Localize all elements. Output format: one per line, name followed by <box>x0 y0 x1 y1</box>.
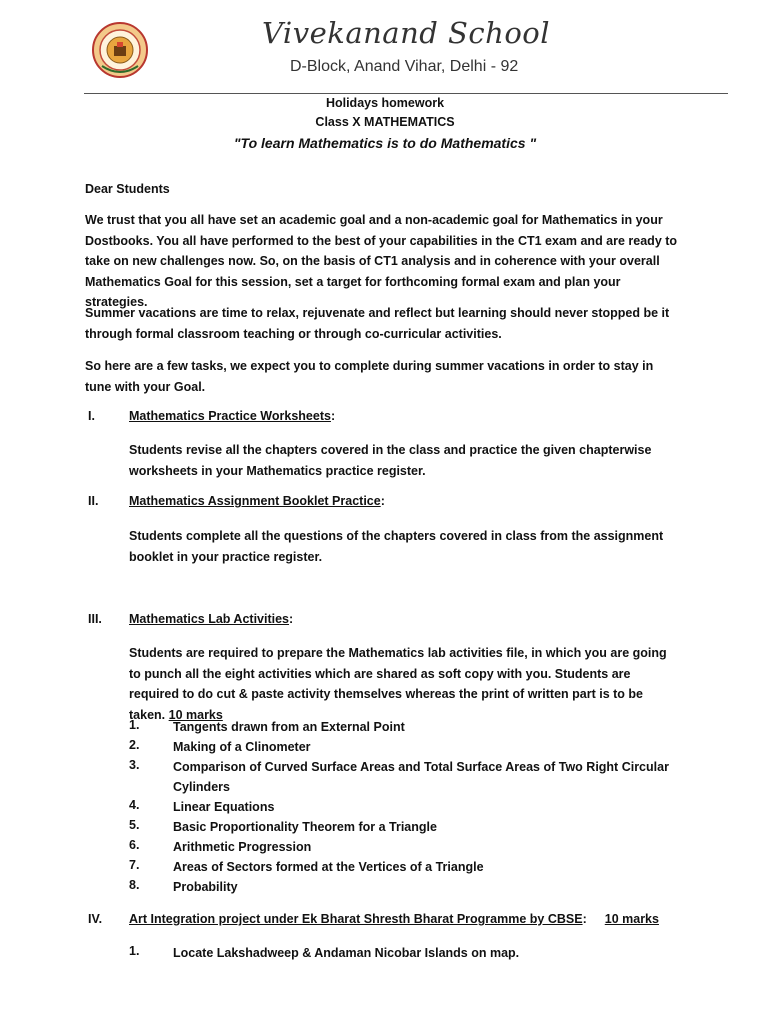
doc-quote: "To learn Mathematics is to do Mathematics " <box>233 135 537 151</box>
section-1-title: Mathematics Practice Worksheets: <box>129 409 336 423</box>
doc-title: Holidays homework <box>325 96 445 110</box>
school-name: Vivekanand School <box>262 16 551 50</box>
art-item-1-text: Locate Lakshadweep & Andaman Nicobar Islands on map. <box>173 946 520 960</box>
doc-class: Class X MATHEMATICS <box>315 115 455 129</box>
lab-item-5-text: Basic Proportionality Theorem for a Triangle <box>173 820 437 834</box>
header-divider <box>84 93 728 94</box>
section-2-body: Students complete all the questions of the chapters covered in class from the assignment booklet in your practice register. <box>129 529 664 564</box>
lab-item-7-number: 7. <box>129 858 140 872</box>
lab-item-2-text: Making of a Clinometer <box>173 740 311 754</box>
section-2-title: Mathematics Assignment Booklet Practice: <box>129 494 385 508</box>
paragraph-2: Summer vacations are time to relax, rejuvenate and reflect but learning should never stopped be it through formal classroom teaching or through co-curricular activities. <box>85 306 670 341</box>
section-3-title: Mathematics Lab Activities: <box>129 612 294 626</box>
lab-item-1-number: 1. <box>129 718 140 732</box>
section-3-number: III. <box>88 612 102 626</box>
lab-item-6-number: 6. <box>129 838 140 852</box>
lab-item-3-text: Comparison of Curved Surface Areas and Total Surface Areas of Two Right Circular Cylinders <box>173 760 669 794</box>
lab-item-2-number: 2. <box>129 738 140 752</box>
salutation: Dear Students <box>85 182 170 196</box>
art-item-1-number: 1. <box>129 944 140 958</box>
lab-item-7-text: Areas of Sectors formed at the Vertices of a Triangle <box>173 860 484 874</box>
paragraph-3: So here are a few tasks, we expect you to complete during summer vacations in order to stay in tune with your Goal. <box>85 359 654 394</box>
section-4-number: IV. <box>88 912 103 926</box>
lab-item-8-number: 8. <box>129 878 140 892</box>
section-4-title: Art Integration project under Ek Bharat Shresth Bharat Programme by CBSE: 10 marks <box>129 912 659 926</box>
lab-item-5-number: 5. <box>129 818 140 832</box>
lab-item-4-text: Linear Equations <box>173 800 275 814</box>
lab-item-1-text: Tangents drawn from an External Point <box>173 720 405 734</box>
lab-item-6-text: Arithmetic Progression <box>173 840 312 854</box>
paragraph-1: We trust that you all have set an academic goal and a non-academic goal for Mathematics in your Dostbooks. You all have performed to the best of your capabilities in the CT1 exam and are ready to take on new challenges now. So, on the basis of CT1 analysis and in coherence with your overall Mathematics Goal for this session, set a target for forthcoming formal exam and plan your strategies. <box>85 213 678 309</box>
school-logo <box>92 22 148 78</box>
school-address: D-Block, Anand Vihar, Delhi - 92 <box>290 58 519 75</box>
lab-item-4-number: 4. <box>129 798 140 812</box>
section-1-body: Students revise all the chapters covered in the class and practice the given chapterwise worksheets in your Mathematics practice register. <box>129 443 652 478</box>
section-3-body: Students are required to prepare the Mathematics lab activities file, in which you are going to punch all the eight activities which are shared as soft copy with you. Students are required to do cut & paste activity themselves whereas the print of written part is to be taken. 10 marks <box>129 646 667 722</box>
lab-item-3-number: 3. <box>129 758 140 772</box>
section-2-number: II. <box>88 494 99 508</box>
section-3-marks: 10 marks <box>168 707 223 722</box>
lab-item-8-text: Probability <box>173 880 238 894</box>
section-4-marks: 10 marks <box>604 912 659 926</box>
section-1-number: I. <box>88 409 95 423</box>
